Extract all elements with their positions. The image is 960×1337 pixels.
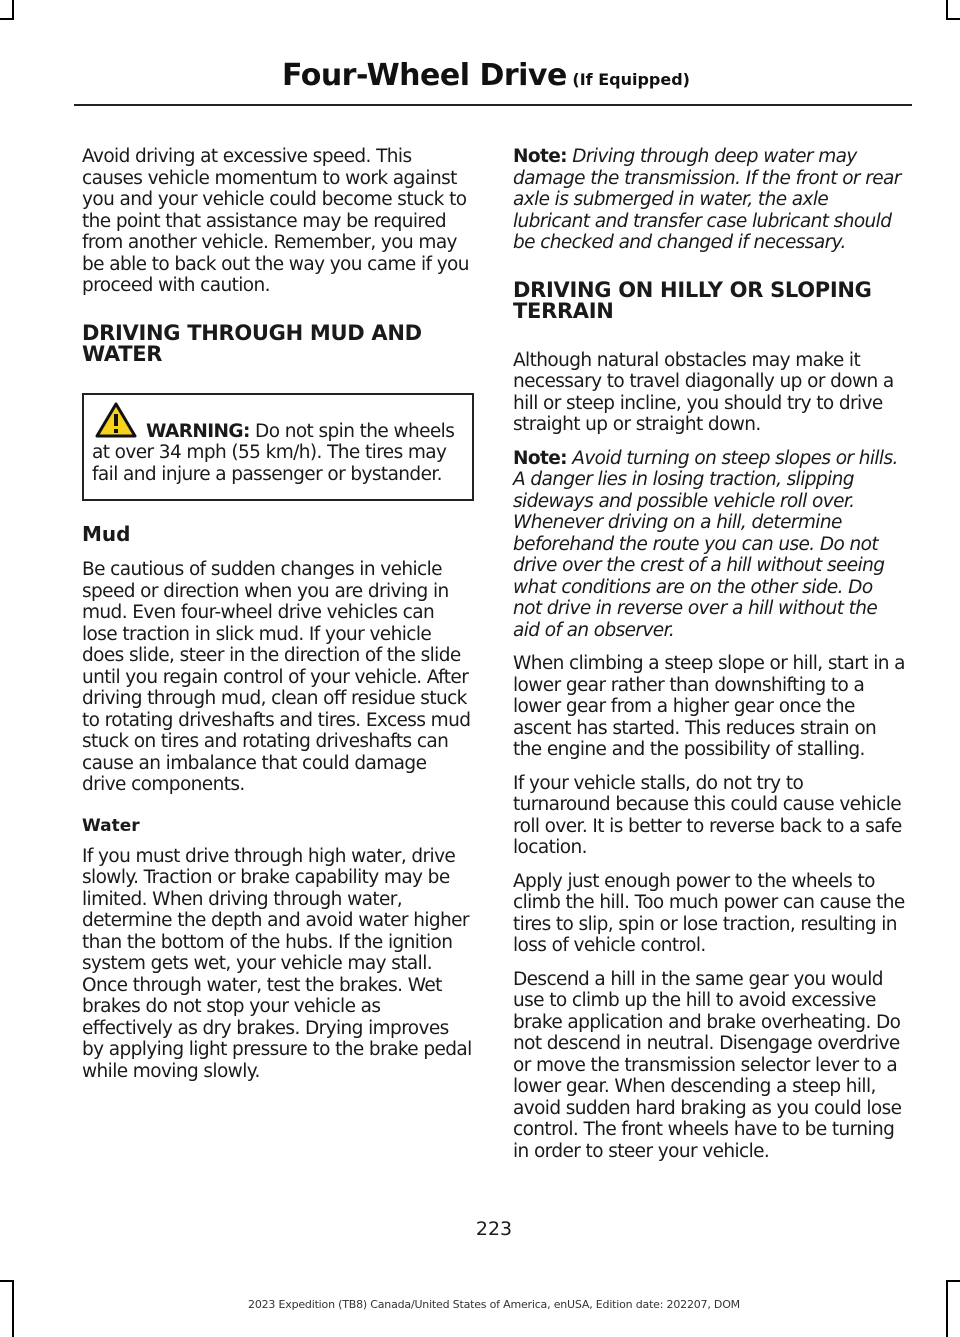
left-column [82,146,474,1094]
hilly-paragraph: When climbing a steep slope or hill, start in a lower gear rather than downshifting to a lower gear from a higher gear once the ascent has started. This reduces strain on the engine and the possibility of stalling. [513,653,905,760]
section-heading-hilly: DRIVING ON HILLY OR SLOPING TERRAIN [513,277,872,323]
page-title-main: Four-Wheel Drive [281,58,567,93]
note-body: Driving through deep water may damage the transmission. If the front or rear axle is submerged in water, the axle lubricant and transfer case lubricant should be checked and changed if necessary. [513,146,901,253]
hilly-paragraph: If your vehicle stalls, do not try to turnaround because this could cause vehicle roll over. It is better to reverse back to a safe location. [513,772,902,858]
hilly-paragraph: Descend a hill in the same gear you would use to climb up the hill to avoid excessive brake application and brake overheating. Do not descend in neutral. Disengage overdrive or move the transmission selector lever to a lower gear. When descending a steep hill, avoid sudden hard braking as you could lose control. The front wheels have to be turning in order to steer your vehicle. [513,968,902,1162]
page-number: 223 [475,1218,513,1240]
crop-mark [946,1280,960,1282]
warning-text [92,421,464,486]
hilly-paragraph: Apply just enough power to the wheels to climb the hill. Too much power can cause the tires to slip, spin or lose traction, resulting in loss of vehicle control. [513,870,905,956]
subheading-mud: Mud [82,522,131,546]
subheading-water: Water [82,815,140,836]
warning-box [82,393,474,502]
warning-label: WARNING: [146,420,250,442]
header-divider [74,104,912,106]
water-paragraph: If you must drive through high water, drive slowly. Traction or brake capability may be limited. When driving through water, determine the depth and avoid water higher than the bottom of the hubs. If the ignition system gets wet, your vehicle may stall. Once through water, test the brakes. Wet brakes do not stop your vehicle as effectively as dry brakes. Drying improves by applying light pressure to the brake pedal while moving slowly. [82,845,472,1082]
note-label: Note: [513,447,567,469]
crop-mark [12,0,14,20]
warning-body: Do not spin the wheels at over 34 mph (55 km/h). The tires may fail and injure a passenger or bystander. [92,420,455,485]
note-label: Note: [513,146,567,167]
crop-mark [946,18,960,20]
warning-triangle-icon [94,401,138,439]
note-body: Avoid turning on steep slopes or hills. A danger lies in losing traction, slipping sideways and possible vehicle roll over. Whenever driving on a hill, determine beforehand the route you can use. Do not drive over the crest of a hill without seeing what conditions are on the other side. Do not drive in reverse over a hill without the aid of an observer. [513,447,898,641]
mud-paragraph: Be cautious of sudden changes in vehicle speed or direction when you are driving in mud. Even four-wheel drive vehicles can lose traction in slick mud. If your vehicle does slide, steer in the direction of the slide until you regain control of your vehicle. After driving through mud, clean off residue stuck to rotating driveshafts and tires. Excess mud stuck on tires and rotating driveshafts can cause an imbalance that could damage drive components. [82,559,471,795]
hilly-paragraph: Although natural obstacles may make it necessary to travel diagonally up or down a hill or steep incline, you should try to drive straight up or straight down. [513,349,894,435]
note-deep-water [513,146,905,254]
crop-mark [0,18,14,20]
footer-edition: 2023 Expedition (TB8) Canada/United States of America, enUSA, Edition date: 202207, DOM [248,1298,740,1311]
intro-paragraph: Avoid driving at excessive speed. This causes vehicle momentum to work against you and your vehicle could become stuck to the point that assistance may be required from another vehicle. Remember, you may be able to back out the way you came if you proceed with caution. [82,146,469,296]
page-title-subtitle: (If Equipped) [566,70,690,89]
section-heading-mud-water: DRIVING THROUGH MUD AND WATER [82,320,422,366]
right-column [513,146,905,1174]
note-steep-slopes [513,448,905,642]
crop-mark [0,1280,14,1282]
page-title [282,58,690,93]
crop-mark [946,0,948,20]
